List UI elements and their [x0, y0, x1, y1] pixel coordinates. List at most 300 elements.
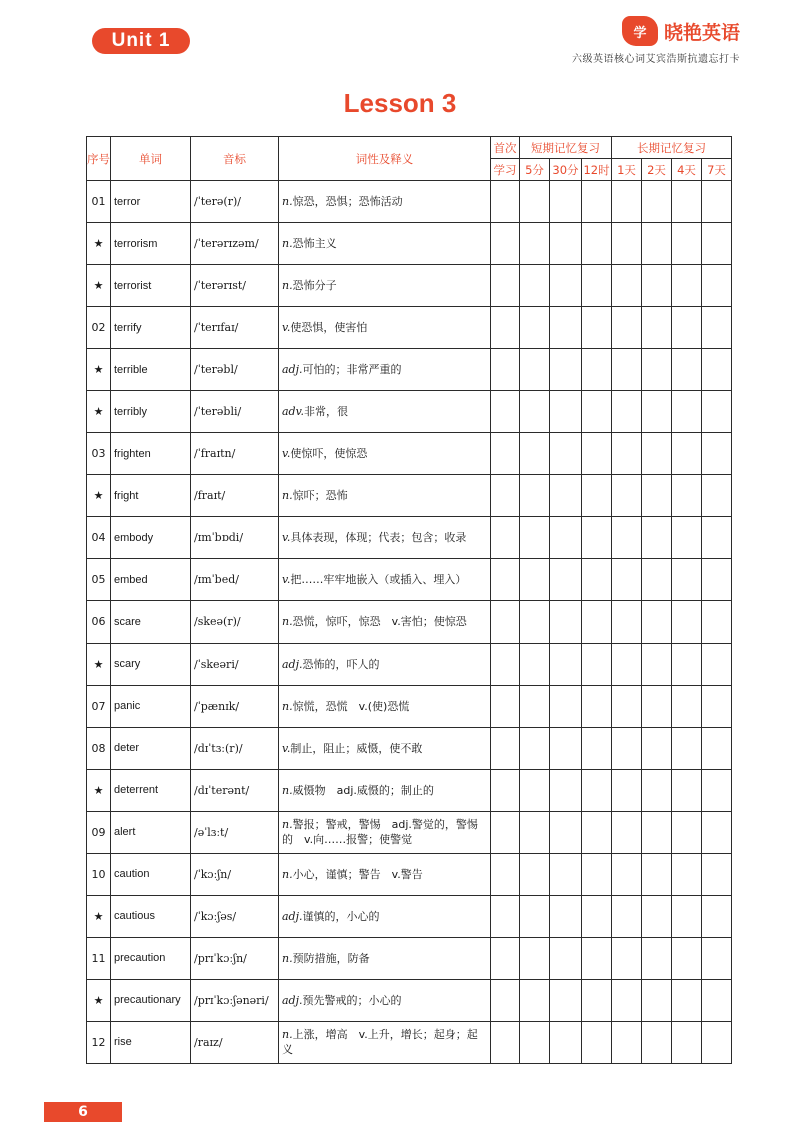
review-checkbox-cell	[520, 391, 550, 433]
col-header-5min: 5分	[520, 159, 550, 181]
review-checkbox-cell	[550, 181, 582, 223]
part-of-speech: adj.	[282, 909, 303, 923]
table-row	[87, 895, 732, 937]
review-checkbox-cell	[582, 307, 612, 349]
review-checkbox-cell	[520, 181, 550, 223]
table-row	[87, 937, 732, 979]
review-checkbox-cell	[550, 391, 582, 433]
row-number: 11	[87, 937, 111, 979]
review-checkbox-cell	[550, 811, 582, 853]
review-checkbox-cell	[582, 223, 612, 265]
part-of-speech: v.	[282, 573, 291, 587]
row-definition	[279, 727, 491, 769]
part-of-speech: v.	[282, 741, 291, 755]
table-row	[87, 517, 732, 559]
review-checkbox-cell	[550, 433, 582, 475]
row-phonetic: /ˈskeəri/	[191, 643, 279, 685]
review-checkbox-cell	[491, 391, 520, 433]
review-checkbox-cell	[491, 811, 520, 853]
review-checkbox-cell	[672, 349, 702, 391]
row-phonetic: /ˈkɔːʃəs/	[191, 895, 279, 937]
part-of-speech: n.	[282, 615, 293, 629]
review-checkbox-cell	[642, 979, 672, 1021]
part-of-speech: n.	[282, 867, 293, 881]
review-checkbox-cell	[582, 433, 612, 475]
review-checkbox-cell	[672, 391, 702, 433]
review-checkbox-cell	[702, 769, 732, 811]
table-row	[87, 433, 732, 475]
table-row	[87, 265, 732, 307]
table-row	[87, 391, 732, 433]
review-checkbox-cell	[491, 769, 520, 811]
review-checkbox-cell	[642, 265, 672, 307]
col-header-1d: 1天	[612, 159, 642, 181]
review-checkbox-cell	[672, 223, 702, 265]
review-checkbox-cell	[582, 685, 612, 727]
review-checkbox-cell	[520, 769, 550, 811]
brand-subtitle: 六级英语核心词艾宾浩斯抗遗忘打卡	[572, 54, 740, 65]
row-number: 01	[87, 181, 111, 223]
review-checkbox-cell	[702, 853, 732, 895]
row-phonetic: /ˈterɪfaɪ/	[191, 307, 279, 349]
review-checkbox-cell	[702, 1021, 732, 1063]
row-number: 07	[87, 685, 111, 727]
lesson-title: Lesson 3	[343, 88, 457, 118]
row-word: precaution	[111, 937, 191, 979]
table-row	[87, 223, 732, 265]
row-word: terrify	[111, 307, 191, 349]
row-number: 03	[87, 433, 111, 475]
review-checkbox-cell	[672, 769, 702, 811]
row-definition	[279, 223, 491, 265]
review-checkbox-cell	[550, 517, 582, 559]
review-checkbox-cell	[550, 307, 582, 349]
row-number: ★	[87, 391, 111, 433]
part-of-speech: n.	[282, 818, 293, 832]
review-checkbox-cell	[491, 937, 520, 979]
meaning-text: 恐慌，惊吓，惊恐 v.害怕；使惊恐	[292, 615, 467, 629]
review-checkbox-cell	[612, 181, 642, 223]
meaning-text: 制止，阻止；威慑，使不敢	[290, 741, 423, 755]
table-row	[87, 643, 732, 685]
review-checkbox-cell	[491, 223, 520, 265]
row-definition	[279, 769, 491, 811]
row-phonetic: /prɪˈkɔːʃn/	[191, 937, 279, 979]
row-number: ★	[87, 349, 111, 391]
col-header-first: 首次	[491, 137, 520, 159]
part-of-speech: adj.	[282, 993, 303, 1007]
review-checkbox-cell	[642, 643, 672, 685]
row-definition	[279, 517, 491, 559]
review-checkbox-cell	[491, 307, 520, 349]
row-phonetic: /ˈterəbli/	[191, 391, 279, 433]
row-phonetic: /ˈfraɪtn/	[191, 433, 279, 475]
review-checkbox-cell	[520, 349, 550, 391]
review-checkbox-cell	[582, 181, 612, 223]
row-word: fright	[111, 475, 191, 517]
review-checkbox-cell	[702, 895, 732, 937]
row-phonetic: /ˈpænɪk/	[191, 685, 279, 727]
review-checkbox-cell	[520, 811, 550, 853]
review-checkbox-cell	[702, 727, 732, 769]
review-checkbox-cell	[520, 433, 550, 475]
row-word: panic	[111, 685, 191, 727]
review-checkbox-cell	[520, 265, 550, 307]
review-checkbox-cell	[612, 769, 642, 811]
review-checkbox-cell	[582, 559, 612, 601]
part-of-speech: n.	[282, 1028, 293, 1042]
review-checkbox-cell	[550, 769, 582, 811]
col-header-long: 长期记忆复习	[612, 137, 732, 159]
meaning-text: 惊吓；恐怖	[292, 489, 348, 503]
part-of-speech: v.	[282, 531, 291, 545]
meaning-text: 恐怖分子	[292, 279, 337, 293]
review-checkbox-cell	[642, 601, 672, 643]
meaning-text: 恐怖主义	[292, 237, 337, 251]
meaning-text: 预防措施，防备	[292, 951, 370, 965]
row-phonetic: /prɪˈkɔːʃənəri/	[191, 979, 279, 1021]
part-of-speech: n.	[282, 951, 293, 965]
review-checkbox-cell	[550, 727, 582, 769]
review-checkbox-cell	[702, 265, 732, 307]
row-phonetic: /raɪz/	[191, 1021, 279, 1063]
col-header-short: 短期记忆复习	[520, 137, 612, 159]
row-number: ★	[87, 265, 111, 307]
review-checkbox-cell	[491, 265, 520, 307]
review-checkbox-cell	[642, 937, 672, 979]
part-of-speech: v.	[282, 447, 291, 461]
row-definition	[279, 433, 491, 475]
review-checkbox-cell	[520, 1021, 550, 1063]
col-header-ipa: 音标	[191, 137, 279, 181]
review-checkbox-cell	[612, 685, 642, 727]
row-definition	[279, 181, 491, 223]
review-checkbox-cell	[612, 517, 642, 559]
review-checkbox-cell	[612, 727, 642, 769]
review-checkbox-cell	[491, 727, 520, 769]
row-number: 10	[87, 853, 111, 895]
table-row	[87, 181, 732, 223]
review-checkbox-cell	[582, 517, 612, 559]
review-checkbox-cell	[642, 811, 672, 853]
row-number: 04	[87, 517, 111, 559]
review-checkbox-cell	[702, 307, 732, 349]
row-word: terrorist	[111, 265, 191, 307]
review-checkbox-cell	[672, 517, 702, 559]
review-checkbox-cell	[642, 349, 672, 391]
review-checkbox-cell	[582, 727, 612, 769]
row-definition	[279, 811, 491, 853]
page-number: 6	[44, 1102, 122, 1122]
row-phonetic: /fraɪt/	[191, 475, 279, 517]
table-row	[87, 475, 732, 517]
review-checkbox-cell	[582, 811, 612, 853]
row-word: rise	[111, 1021, 191, 1063]
review-checkbox-cell	[702, 181, 732, 223]
review-checkbox-cell	[582, 391, 612, 433]
row-word: alert	[111, 811, 191, 853]
review-checkbox-cell	[642, 769, 672, 811]
meaning-text: 小心，谨慎；警告 v.警告	[292, 867, 423, 881]
review-checkbox-cell	[702, 685, 732, 727]
review-checkbox-cell	[672, 433, 702, 475]
review-checkbox-cell	[672, 643, 702, 685]
review-checkbox-cell	[520, 223, 550, 265]
review-checkbox-cell	[550, 475, 582, 517]
row-word: precautionary	[111, 979, 191, 1021]
brand-logo-icon: 学	[622, 16, 658, 46]
part-of-speech: n.	[282, 699, 293, 713]
col-header-num: 序号	[87, 137, 111, 181]
review-checkbox-cell	[702, 979, 732, 1021]
review-checkbox-cell	[582, 937, 612, 979]
review-checkbox-cell	[491, 643, 520, 685]
review-checkbox-cell	[550, 1021, 582, 1063]
review-checkbox-cell	[642, 727, 672, 769]
row-word: terrible	[111, 349, 191, 391]
review-checkbox-cell	[702, 601, 732, 643]
row-number: 08	[87, 727, 111, 769]
review-checkbox-cell	[612, 895, 642, 937]
review-checkbox-cell	[672, 685, 702, 727]
review-checkbox-cell	[582, 1021, 612, 1063]
row-word: cautious	[111, 895, 191, 937]
row-phonetic: /əˈlɜːt/	[191, 811, 279, 853]
review-checkbox-cell	[612, 643, 642, 685]
review-checkbox-cell	[491, 433, 520, 475]
review-checkbox-cell	[550, 265, 582, 307]
review-checkbox-cell	[642, 685, 672, 727]
row-phonetic: /dɪˈterənt/	[191, 769, 279, 811]
table-row	[87, 727, 732, 769]
review-checkbox-cell	[550, 979, 582, 1021]
meaning-text: 使恐惧，使害怕	[290, 321, 368, 335]
table-row	[87, 1021, 732, 1063]
row-number: ★	[87, 895, 111, 937]
row-number: ★	[87, 769, 111, 811]
review-checkbox-cell	[702, 391, 732, 433]
review-checkbox-cell	[672, 895, 702, 937]
row-word: deter	[111, 727, 191, 769]
review-checkbox-cell	[491, 559, 520, 601]
row-definition	[279, 349, 491, 391]
row-word: scary	[111, 643, 191, 685]
meaning-text: 把……牢牢地嵌入（或插入、埋入）	[290, 573, 467, 587]
review-checkbox-cell	[491, 601, 520, 643]
review-checkbox-cell	[612, 223, 642, 265]
row-definition	[279, 307, 491, 349]
review-checkbox-cell	[491, 181, 520, 223]
row-number: 06	[87, 601, 111, 643]
col-header-7d: 7天	[702, 159, 732, 181]
row-number: 05	[87, 559, 111, 601]
review-checkbox-cell	[612, 979, 642, 1021]
meaning-text: 具体表现，体现；代表；包含；收录	[290, 531, 467, 545]
meaning-text: 上涨，增高 v.上升，增长；起身；起义	[282, 1028, 478, 1057]
review-checkbox-cell	[642, 475, 672, 517]
review-checkbox-cell	[642, 853, 672, 895]
review-checkbox-cell	[702, 517, 732, 559]
col-header-2d: 2天	[642, 159, 672, 181]
meaning-text: 使惊吓，使惊恐	[290, 447, 368, 461]
review-checkbox-cell	[520, 685, 550, 727]
col-header-word: 单词	[111, 137, 191, 181]
review-checkbox-cell	[612, 265, 642, 307]
meaning-text: 预先警戒的；小心的	[302, 993, 402, 1007]
review-checkbox-cell	[672, 937, 702, 979]
vocabulary-table	[86, 136, 732, 1064]
meaning-text: 警报；警戒，警惕 adj.警觉的，警惕的 v.向……报警；使警觉	[282, 818, 478, 847]
review-checkbox-cell	[642, 559, 672, 601]
table-row	[87, 349, 732, 391]
review-checkbox-cell	[612, 307, 642, 349]
row-definition	[279, 559, 491, 601]
review-checkbox-cell	[550, 853, 582, 895]
review-checkbox-cell	[702, 811, 732, 853]
row-word: embed	[111, 559, 191, 601]
review-checkbox-cell	[642, 433, 672, 475]
row-definition	[279, 391, 491, 433]
row-phonetic: /dɪˈtɜː(r)/	[191, 727, 279, 769]
row-number: ★	[87, 223, 111, 265]
row-definition	[279, 601, 491, 643]
table-row	[87, 685, 732, 727]
brand	[622, 16, 740, 46]
review-checkbox-cell	[672, 181, 702, 223]
review-checkbox-cell	[642, 1021, 672, 1063]
row-word: embody	[111, 517, 191, 559]
meaning-text: 惊恐，恐惧；恐怖活动	[292, 195, 403, 209]
review-checkbox-cell	[491, 1021, 520, 1063]
review-checkbox-cell	[672, 979, 702, 1021]
review-checkbox-cell	[582, 643, 612, 685]
table-row	[87, 811, 732, 853]
review-checkbox-cell	[612, 391, 642, 433]
review-checkbox-cell	[550, 223, 582, 265]
brand-name: 晓艳英语	[663, 21, 740, 44]
review-checkbox-cell	[672, 1021, 702, 1063]
review-checkbox-cell	[612, 559, 642, 601]
review-checkbox-cell	[642, 391, 672, 433]
meaning-text: 非常，很	[304, 405, 349, 419]
review-checkbox-cell	[612, 937, 642, 979]
review-checkbox-cell	[702, 223, 732, 265]
review-checkbox-cell	[550, 601, 582, 643]
review-checkbox-cell	[582, 979, 612, 1021]
header-row-1	[87, 137, 732, 159]
row-number: 02	[87, 307, 111, 349]
row-number: ★	[87, 643, 111, 685]
review-checkbox-cell	[550, 937, 582, 979]
review-checkbox-cell	[520, 895, 550, 937]
part-of-speech: n.	[282, 195, 293, 209]
review-checkbox-cell	[612, 853, 642, 895]
unit-badge: Unit 1	[92, 28, 190, 54]
row-definition	[279, 475, 491, 517]
row-word: scare	[111, 601, 191, 643]
review-checkbox-cell	[550, 895, 582, 937]
review-checkbox-cell	[672, 307, 702, 349]
review-checkbox-cell	[520, 601, 550, 643]
part-of-speech: n.	[282, 489, 293, 503]
row-definition	[279, 853, 491, 895]
review-checkbox-cell	[491, 685, 520, 727]
row-word: deterrent	[111, 769, 191, 811]
col-header-4d: 4天	[672, 159, 702, 181]
review-checkbox-cell	[582, 601, 612, 643]
row-word: terribly	[111, 391, 191, 433]
review-checkbox-cell	[550, 349, 582, 391]
row-phonetic: /ɪmˈbɒdi/	[191, 517, 279, 559]
review-checkbox-cell	[672, 559, 702, 601]
meaning-text: 威慑物 adj.威慑的；制止的	[292, 783, 434, 797]
review-checkbox-cell	[550, 643, 582, 685]
col-header-12h: 12时	[582, 159, 612, 181]
table-row	[87, 769, 732, 811]
review-checkbox-cell	[491, 979, 520, 1021]
review-checkbox-cell	[672, 853, 702, 895]
table-row	[87, 307, 732, 349]
review-checkbox-cell	[612, 601, 642, 643]
table-row	[87, 853, 732, 895]
review-checkbox-cell	[520, 643, 550, 685]
col-header-def: 词性及释义	[279, 137, 491, 181]
row-definition	[279, 265, 491, 307]
review-checkbox-cell	[520, 559, 550, 601]
col-header-first-2: 学习	[491, 159, 520, 181]
part-of-speech: n.	[282, 783, 293, 797]
row-phonetic: /ˈterərɪzəm/	[191, 223, 279, 265]
meaning-text: 可怕的；非常严重的	[302, 363, 402, 377]
review-checkbox-cell	[672, 727, 702, 769]
review-checkbox-cell	[642, 895, 672, 937]
row-definition	[279, 643, 491, 685]
row-word: terrorism	[111, 223, 191, 265]
row-phonetic: /skeə(r)/	[191, 601, 279, 643]
review-checkbox-cell	[612, 1021, 642, 1063]
review-checkbox-cell	[491, 349, 520, 391]
review-checkbox-cell	[702, 643, 732, 685]
review-checkbox-cell	[520, 937, 550, 979]
review-checkbox-cell	[520, 517, 550, 559]
row-definition	[279, 685, 491, 727]
row-number: ★	[87, 979, 111, 1021]
part-of-speech: n.	[282, 279, 293, 293]
review-checkbox-cell	[612, 811, 642, 853]
review-checkbox-cell	[642, 181, 672, 223]
review-checkbox-cell	[642, 223, 672, 265]
part-of-speech: adj.	[282, 363, 303, 377]
part-of-speech: n.	[282, 237, 293, 251]
review-checkbox-cell	[612, 349, 642, 391]
review-checkbox-cell	[582, 349, 612, 391]
col-header-30min: 30分	[550, 159, 582, 181]
row-definition	[279, 895, 491, 937]
table-row	[87, 979, 732, 1021]
review-checkbox-cell	[702, 349, 732, 391]
review-checkbox-cell	[491, 475, 520, 517]
meaning-text: 惊慌，恐慌 v.(使)恐慌	[292, 699, 410, 713]
review-checkbox-cell	[702, 559, 732, 601]
review-checkbox-cell	[520, 307, 550, 349]
review-checkbox-cell	[582, 475, 612, 517]
review-checkbox-cell	[491, 853, 520, 895]
row-phonetic: /ˈterəbl/	[191, 349, 279, 391]
review-checkbox-cell	[642, 307, 672, 349]
row-number: ★	[87, 475, 111, 517]
row-number: 09	[87, 811, 111, 853]
row-definition	[279, 979, 491, 1021]
